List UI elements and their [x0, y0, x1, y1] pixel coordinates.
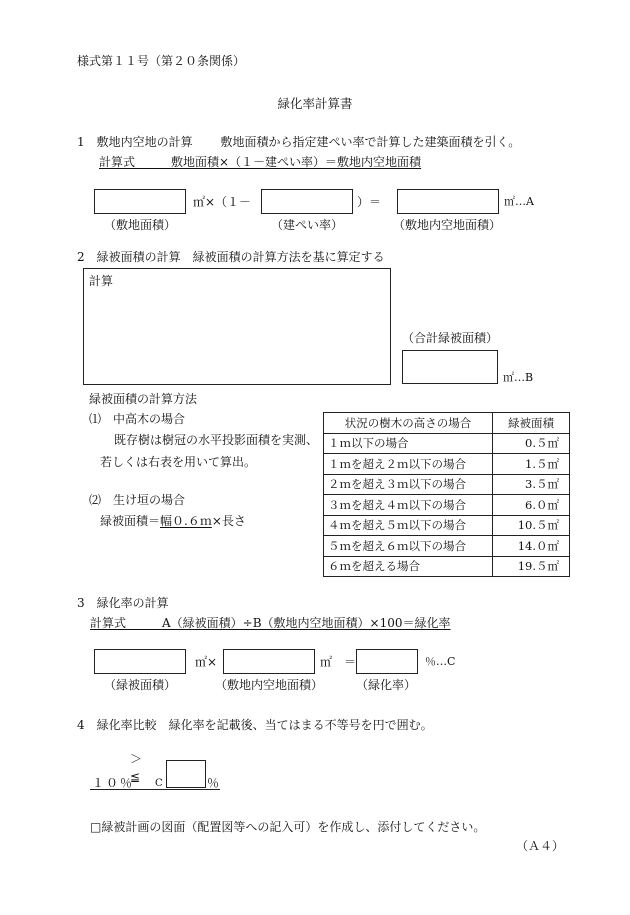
unit-a: ㎡…A	[504, 195, 534, 208]
table-row	[324, 536, 570, 557]
label-coverage-ratio: （建ぺい率）	[270, 218, 343, 232]
item1-line2: 若しくは右表を用いて算出。	[100, 455, 257, 469]
table-row	[324, 495, 570, 516]
unit-c: ％…C	[425, 655, 456, 668]
green-area-input[interactable]	[94, 649, 186, 674]
less-equal-sign[interactable]: ≦	[130, 770, 141, 784]
calc-label: 計算	[89, 274, 114, 288]
row-height: １ｍ以下の場合	[324, 433, 493, 454]
green-area-table	[323, 412, 570, 577]
section2-heading: 2 緑被面積の計算 緑被面積の計算方法を基に算定する	[77, 250, 385, 264]
section3-heading: 3 緑化率の計算	[77, 596, 169, 610]
item1-line1: 既存樹は樹冠の水平投影面積を実測、	[114, 433, 319, 447]
item1-title: ⑴ 中高木の場合	[89, 412, 186, 426]
label-open-space-area-2: （敷地内空地面積）	[214, 678, 323, 692]
section1-op2: ）＝	[357, 195, 382, 209]
c-label: C	[155, 778, 163, 789]
table-row	[324, 515, 570, 536]
page-title: 緑化率計算書	[277, 96, 353, 111]
table-row	[324, 556, 570, 577]
row-height: ４ｍを超え５ｍ以下の場合	[324, 515, 493, 536]
item2-formula-pre: 緑被面積＝	[100, 514, 161, 528]
site-area-input[interactable]	[94, 189, 186, 214]
label-green-area: （緑被面積）	[103, 678, 176, 692]
row-area: 0.５㎡	[493, 433, 570, 454]
row-area: 3.５㎡	[493, 474, 570, 495]
label-site-area: （敷地面積）	[103, 218, 176, 232]
item2-formula-width: 幅０.６ｍ	[160, 514, 212, 528]
section3-op2: ㎡ ＝	[320, 655, 357, 669]
row-area: 10.５㎡	[493, 515, 570, 536]
coverage-ratio-input[interactable]	[261, 189, 353, 214]
item2-formula	[100, 514, 246, 528]
unit-b: ㎡…B	[503, 371, 534, 384]
green-calc-area[interactable]	[83, 268, 391, 385]
section1-op1: ㎡×（１－	[193, 195, 252, 209]
ten-percent: １０％	[92, 776, 135, 790]
section1-heading: 1 敷地内空地の計算 敷地面積から指定建ぺい率で計算した建築面積を引く。	[77, 135, 521, 149]
table-row	[324, 433, 570, 454]
row-height: ３ｍを超え４ｍ以下の場合	[324, 495, 493, 516]
percent-sign: ％	[207, 776, 220, 790]
method-title: 緑被面積の計算方法	[89, 392, 198, 406]
paper-size: （Ａ４）	[516, 839, 565, 853]
section1-formula: 計算式 敷地面積×（１－建ぺい率）＝敷地内空地面積	[99, 155, 422, 169]
row-height: ２ｍを超え３ｍ以下の場合	[324, 474, 493, 495]
table-row	[324, 454, 570, 475]
item2-title: ⑵ 生け垣の場合	[89, 493, 186, 507]
row-area: 1.５㎡	[493, 454, 570, 475]
total-green-label: （合計緑被面積）	[402, 331, 499, 345]
row-area: 19.５㎡	[493, 556, 570, 577]
section3-formula: 計算式 A（緑被面積）÷B（敷地内空地面積）×100＝緑化率	[90, 616, 451, 630]
green-rate-input[interactable]	[356, 649, 418, 674]
label-open-space-area: （敷地内空地面積）	[392, 218, 501, 232]
row-area: 14.０㎡	[493, 536, 570, 557]
label-green-rate: （緑化率）	[355, 678, 416, 692]
open-space-area-input[interactable]	[397, 189, 499, 214]
table-row	[324, 474, 570, 495]
item2-formula-post: ×長さ	[211, 514, 246, 528]
row-height: ５ｍを超え６ｍ以下の場合	[324, 536, 493, 557]
row-area: 6.０㎡	[493, 495, 570, 516]
comparison-underline	[90, 789, 220, 790]
table-header-row	[324, 413, 570, 434]
comparison-rate-input[interactable]	[166, 760, 206, 788]
header-green-area: 緑被面積	[493, 413, 570, 434]
drawing-attachment-note[interactable]: □緑被計画の図面（配置図等への記入可）を作成し、添付してください。	[90, 820, 486, 834]
section4-heading: 4 緑化率比較 緑化率を記載後、当てはまる不等号を円で囲む。	[77, 718, 433, 732]
open-space-area-input-2[interactable]	[223, 649, 315, 674]
row-height: ６ｍを超える場合	[324, 556, 493, 577]
form-number: 様式第１１号（第２０条関係）	[77, 54, 246, 68]
section3-op1: ㎡×	[195, 655, 218, 669]
total-green-area-input[interactable]	[402, 350, 498, 384]
greater-than-sign[interactable]: ＞	[130, 752, 143, 766]
row-height: １ｍを超え２ｍ以下の場合	[324, 454, 493, 475]
header-tree-height: 状況の樹木の高さの場合	[324, 413, 493, 434]
